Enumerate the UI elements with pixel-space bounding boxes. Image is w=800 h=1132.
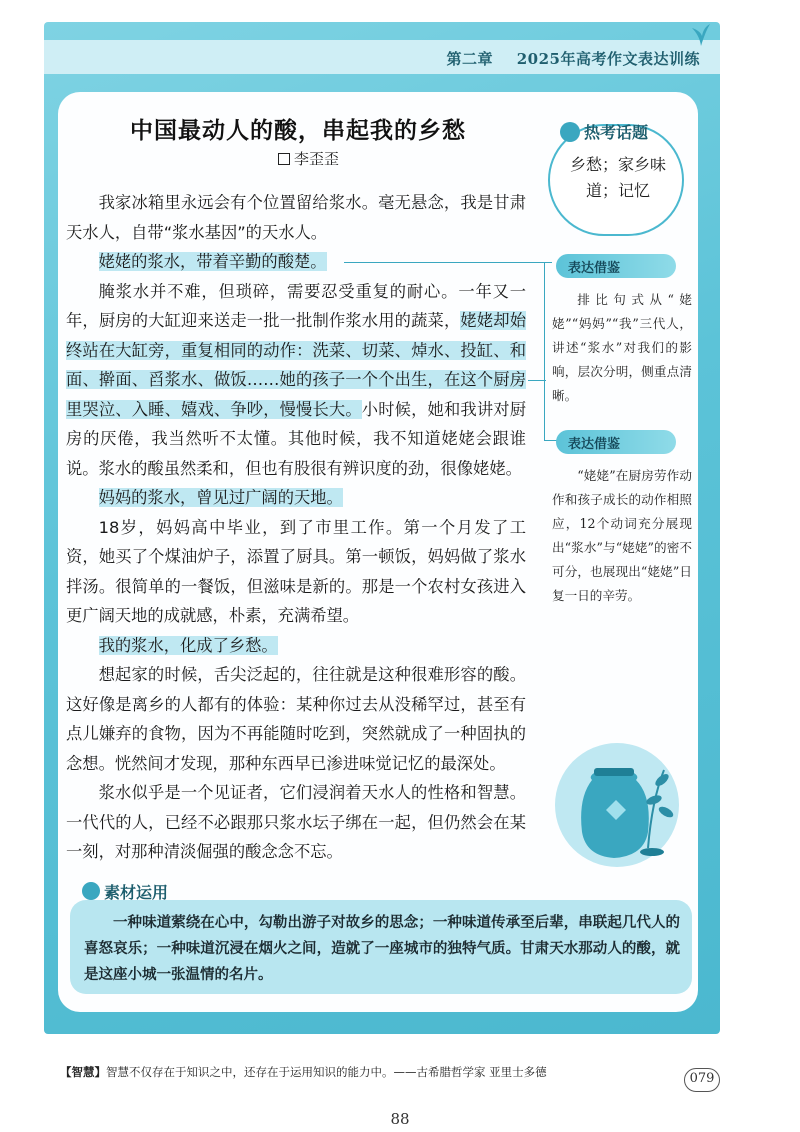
article-paragraph bbox=[66, 513, 526, 631]
highlighted-text: 妈妈的浆水，曾见过广阔的天地。 bbox=[98, 488, 343, 507]
material-label: 素材运用 bbox=[104, 883, 169, 902]
running-header bbox=[447, 48, 701, 69]
paragraph-text: 浆水似乎是一个见证者，它们浸润着天水人的性格和智慧。一代代的人，已经不必跟那只浆水坛子绑在一起，但仍然会在某一刻，对那种清淡倔强的酸念念不忘。 bbox=[66, 783, 526, 861]
material-text: 一种味道萦绕在心中，勾勒出游子对故乡的思念；一种味道传承至后辈，串联起几代人的喜怒哀乐；一种味道沉浸在烟火之间，造就了一座城市的独特气质。甘肃天水那动人的酸，就是这座小城一张温情的名片。 bbox=[84, 914, 680, 983]
scan-page-number: 88 bbox=[390, 1110, 410, 1128]
tip-tag-1 bbox=[556, 254, 676, 278]
tip-text-1: 排比句式从“姥姥”“妈妈”“我”三代人，讲述“浆水”对我们的影响，层次分明，侧重点清晰。 bbox=[552, 292, 692, 403]
hot-topic-text: 乡愁；家乡味道；记忆 bbox=[569, 155, 666, 200]
tip-tag-2 bbox=[556, 430, 676, 454]
quote-keyword: 【智慧】 bbox=[60, 1065, 106, 1079]
vase-illustration bbox=[552, 740, 682, 870]
article-paragraph bbox=[66, 660, 526, 778]
paragraph-text: 腌浆水并不难，但琐碎，需要忍受重复的耐心。一年又一年，厨房的大缸迎来送走一批一批制作浆水用的蔬菜， bbox=[66, 281, 526, 330]
article-paragraph bbox=[66, 631, 526, 661]
author-name: 李歪歪 bbox=[294, 150, 340, 168]
hot-topic-label: 热考话题 bbox=[584, 123, 649, 142]
article-paragraph bbox=[66, 188, 526, 247]
chapter-label: 第二章 bbox=[446, 50, 494, 68]
article-paragraph bbox=[66, 483, 526, 513]
footer-quote bbox=[60, 1064, 660, 1080]
highlighted-text: 姥姥的浆水，带着辛勤的酸楚。 bbox=[98, 252, 327, 271]
bird-icon bbox=[690, 22, 712, 48]
highlighted-text: 我的浆水，化成了乡愁。 bbox=[98, 635, 278, 655]
page-number: 079 bbox=[689, 1071, 715, 1086]
article-paragraph bbox=[66, 778, 526, 867]
book-title: 2025年高考作文表达训练 bbox=[516, 50, 700, 68]
paragraph-text: 小时候，她和我讲对厨房的厌倦，我当然听不太懂。其他时候，我不知道姥姥会跟谁说。浆水的酸虽然柔和，但也有股很有辨识度的劲，很像姥姥。 bbox=[66, 399, 526, 478]
highlighted-text: 姥姥却始终站在大缸旁，重复相同的动作：洗菜、切菜、焯水、投缸、和面、擀面、舀浆水、做饭……她的孩子一个个出生，在这个厨房里哭泣、入睡、嬉戏、争吵，慢慢长大。 bbox=[66, 311, 526, 419]
bullet-dot-icon bbox=[82, 882, 100, 900]
author-line bbox=[278, 148, 339, 169]
tip-label-1: 表达借鉴 bbox=[568, 261, 621, 276]
paragraph-text: 想起家的时候，舌尖泛起的，往往就是这种很难形容的酸。这好像是离乡的人都有的体验：某种你过去从没稀罕过，甚至有点儿嫌弃的食物，因为不再能随时吃到，突然就成了一种固执的念想。恍然间才发现，那种东西早已渗进味觉记忆的最深处。 bbox=[66, 665, 526, 773]
connector-line bbox=[544, 262, 545, 382]
article-body bbox=[66, 188, 526, 867]
hot-topic-tag bbox=[556, 118, 684, 146]
paragraph-text: 18岁，妈妈高中毕业，到了市里工作。第一个月发了工资，她买了个煤油炉子，添置了厨具。第一顿饭，妈妈做了浆水拌汤。很简单的一餐饭，但滋味是新的。那是一个农村女孩进入更广阔天地的成就感，朴素，充满希望。 bbox=[66, 517, 526, 625]
paragraph-text: 我家冰箱里永远会有个位置留给浆水。毫无悬念，我是甘肃天水人，自带“浆水基因”的天水人。 bbox=[66, 193, 526, 242]
author-box-icon bbox=[278, 153, 290, 165]
quote-text: 智慧不仅存在于知识之中，还存在于运用知识的能力中。——古希腊哲学家 亚里士多德 bbox=[106, 1065, 547, 1079]
bullet-dot-icon bbox=[560, 122, 580, 142]
connector-line bbox=[344, 262, 552, 263]
connector-line bbox=[544, 380, 545, 440]
tip-text-2: “姥姥”在厨房劳作动作和孩子成长的动作相照应，12个动词充分展现出“浆水”与“姥姥”的密不可分，也展现出“姥姥”日复一日的辛劳。 bbox=[552, 468, 692, 603]
tip-label-2: 表达借鉴 bbox=[568, 437, 621, 452]
article-paragraph bbox=[66, 277, 526, 484]
article-title: 中国最动人的酸，串起我的乡愁 bbox=[130, 118, 466, 144]
